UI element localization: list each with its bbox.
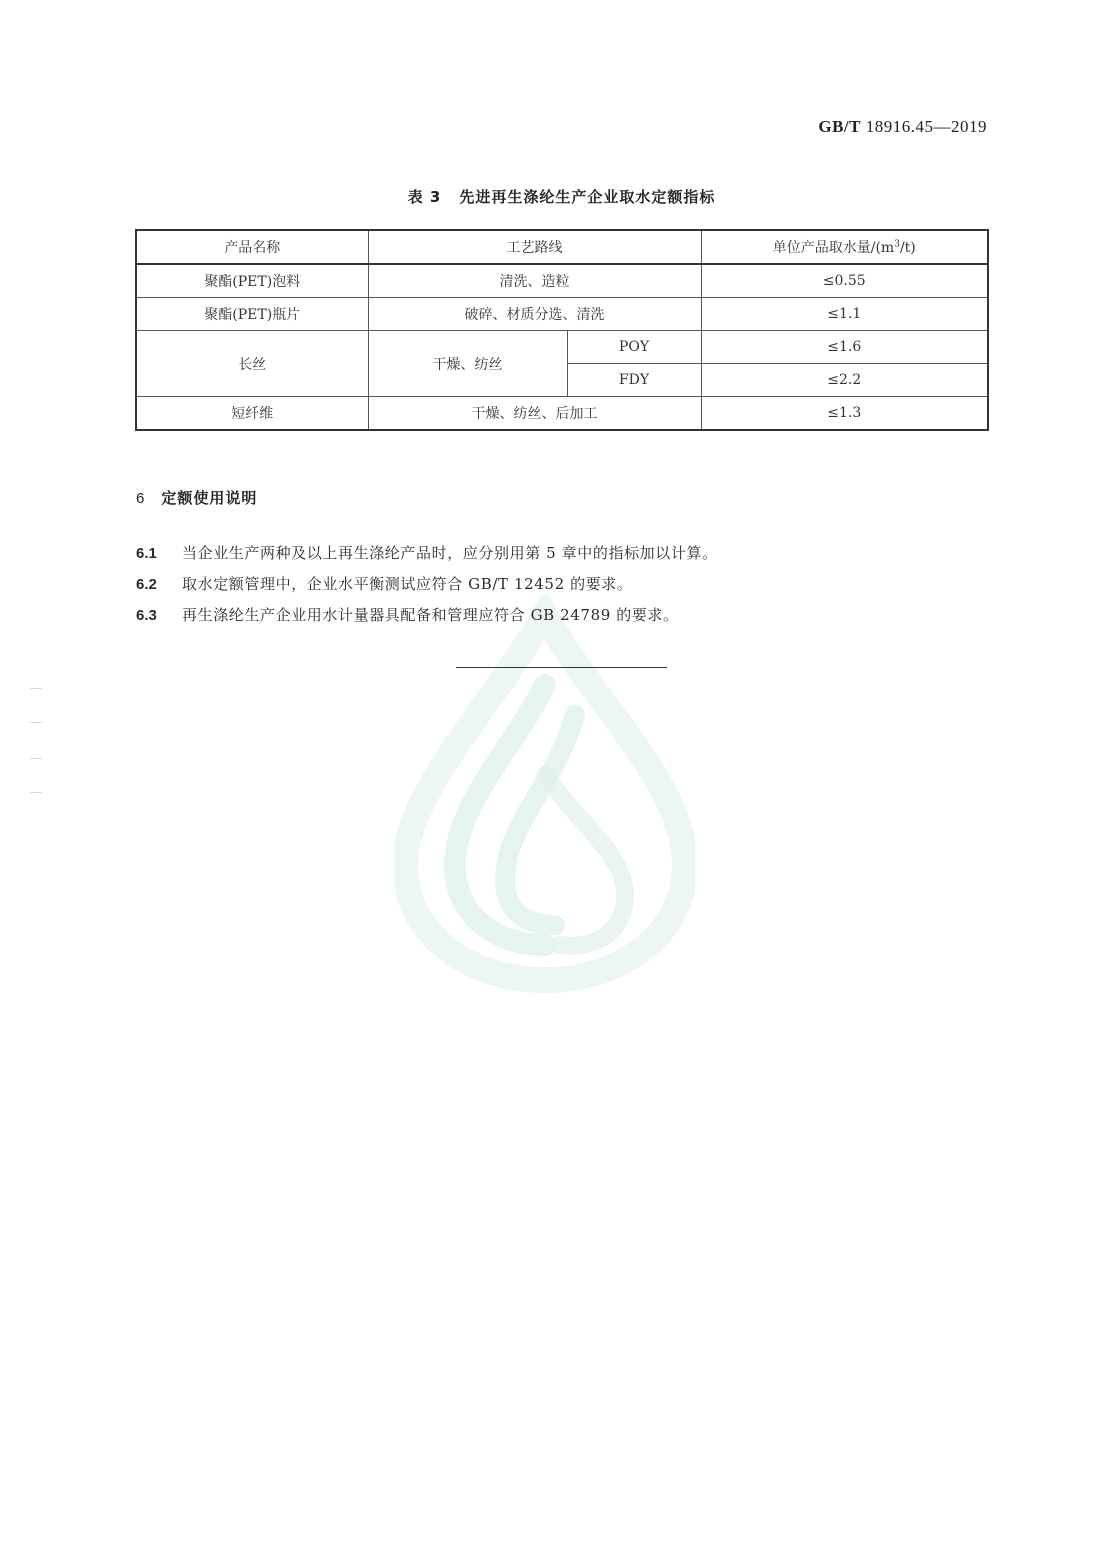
clause-text: 当企业生产两种及以上再生涤纶产品时，应分别用第 5 章中的指标加以计算。	[182, 544, 718, 562]
section-heading	[136, 487, 257, 508]
end-rule	[456, 667, 667, 668]
col-header-quota-prefix: 单位产品取水量/(m	[772, 240, 895, 256]
table-caption	[0, 186, 1103, 207]
clause-number: 6.2	[136, 576, 157, 593]
scan-artifact	[30, 792, 42, 793]
clause-6-2	[136, 573, 633, 594]
table-row	[136, 397, 988, 431]
cell-quota: ≤1.1	[701, 298, 988, 331]
table-label: 表 3	[407, 188, 442, 206]
cell-process: 破碎、材质分选、清洗	[368, 298, 701, 331]
water-drop-icon	[395, 595, 695, 995]
cell-quota: ≤0.55	[701, 264, 988, 298]
col-header-quota-sup: 3	[894, 239, 900, 250]
cell-process: 干燥、纺丝、后加工	[368, 397, 701, 431]
cell-quota: ≤1.6	[701, 331, 988, 364]
cell-process: 清洗、造粒	[368, 264, 701, 298]
cell-subtype: POY	[567, 331, 701, 364]
scan-artifact	[30, 722, 42, 723]
clause-text: 取水定额管理中，企业水平衡测试应符合 GB/T 12452 的要求。	[182, 575, 633, 593]
table-row	[136, 298, 988, 331]
standard-number	[818, 117, 987, 137]
section-title: 定额使用说明	[161, 489, 258, 507]
water-quota-table	[135, 229, 989, 431]
cell-subtype: FDY	[567, 364, 701, 397]
cell-product: 聚酯(PET)泡料	[136, 264, 368, 298]
standard-code: 18916.45—2019	[865, 117, 987, 136]
col-header-quota-suffix: /t)	[899, 240, 916, 256]
section-number: 6	[136, 490, 146, 507]
cell-quota: ≤1.3	[701, 397, 988, 431]
cell-product: 聚酯(PET)瓶片	[136, 298, 368, 331]
table-row	[136, 264, 988, 298]
col-header-process: 工艺路线	[368, 230, 701, 264]
cell-quota: ≤2.2	[701, 364, 988, 397]
cell-product: 长丝	[136, 331, 368, 397]
clause-6-1	[136, 542, 718, 563]
clause-number: 6.1	[136, 545, 157, 562]
cell-process: 干燥、纺丝	[368, 331, 567, 397]
standard-prefix: GB/T	[818, 117, 861, 136]
clause-text: 再生涤纶生产企业用水计量器具配备和管理应符合 GB 24789 的要求。	[182, 606, 679, 624]
scan-artifact	[30, 758, 42, 759]
clause-number: 6.3	[136, 607, 157, 624]
table-title: 先进再生涤纶生产企业取水定额指标	[459, 188, 716, 206]
table-header-row	[136, 230, 988, 264]
scan-artifact	[30, 688, 42, 689]
cell-product: 短纤维	[136, 397, 368, 431]
col-header-quota	[701, 230, 988, 264]
col-header-product: 产品名称	[136, 230, 368, 264]
table-row	[136, 331, 988, 364]
clause-6-3	[136, 604, 679, 625]
